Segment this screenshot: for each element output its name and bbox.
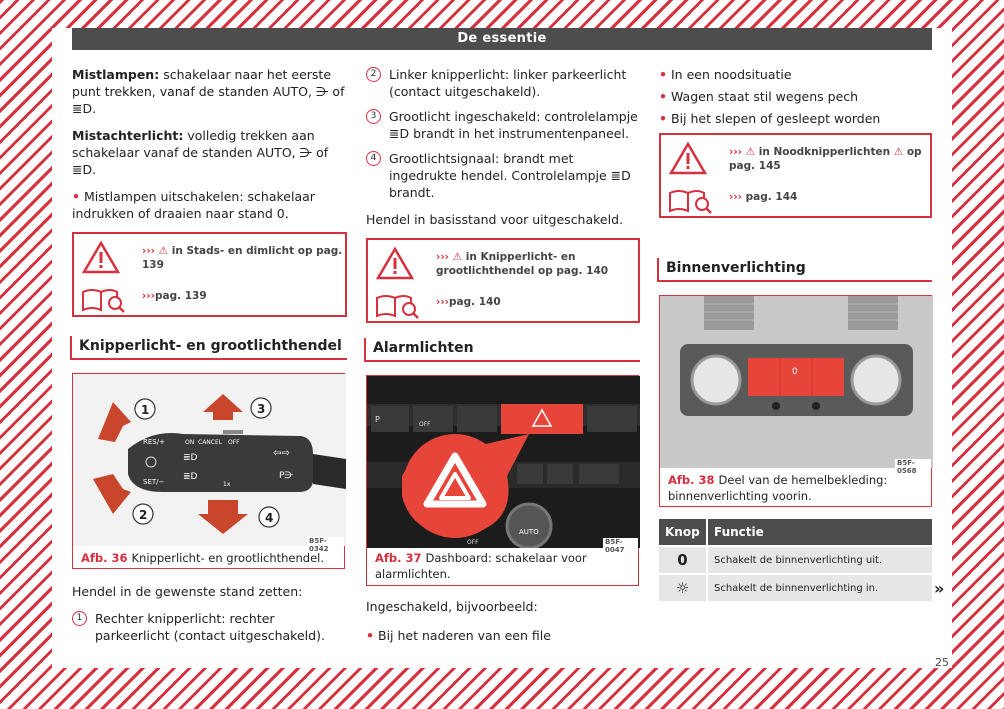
bullet-icon: • xyxy=(72,189,80,204)
mist-rear-text: volledig trekken aan schakelaar vanaf de standen AUTO, ⋺ of ≣D. xyxy=(72,128,329,177)
figure-code: B5F-0342 xyxy=(307,537,344,553)
warning-triangle-icon xyxy=(376,246,414,280)
roof-console-illustration xyxy=(660,296,933,468)
bullet-item: • Bij het slepen of gesleept worden xyxy=(659,111,881,126)
page xyxy=(52,28,952,668)
bullet-item: • Wagen staat stil wegens pech xyxy=(659,89,859,104)
warning-ref-2[interactable]: ›››pag. 139 xyxy=(142,290,207,302)
number-badge: 1 xyxy=(72,611,87,626)
column-3 xyxy=(659,66,932,218)
warning-ref-2[interactable]: ›››pag. 140 xyxy=(436,296,501,308)
mist-lamps-paragraph xyxy=(72,66,347,117)
stalk-label-on: ON xyxy=(185,439,195,446)
figure-caption: Afb. 37 Dashboard: schakelaar voor alarmlichten. xyxy=(375,551,587,581)
stalk-label-cancel: CANCEL xyxy=(198,439,223,446)
stalk-label-set: SET/− xyxy=(143,478,165,486)
table-cell-function: Schakelt de binnenverlichting uit. xyxy=(707,546,932,574)
warning-ref-1[interactable]: ››› ⚠ in Stads- en dimlicht op pag. 139 xyxy=(142,245,343,271)
dash-label-auto: AUTO xyxy=(519,528,539,536)
warning-triangle-icon xyxy=(82,240,120,274)
section-title-binnenverlichting: Binnenverlichting xyxy=(657,258,932,282)
stalk-label-res: RES/+ xyxy=(143,438,165,446)
table-cell-symbol: ☼ xyxy=(659,574,707,601)
basis-text: Hendel in basisstand voor uitgeschakeld. xyxy=(366,212,624,227)
numbered-item-1: 1 Rechter knipperlicht: rechter parkeerlicht (contact uitgeschakeld). xyxy=(72,610,347,644)
figure-36 xyxy=(72,373,345,569)
continue-mark: » xyxy=(934,579,945,598)
warning-ref-1[interactable]: ››› ⚠ in Noodknipperlichten ⚠ op pag. 145 xyxy=(729,146,922,172)
dash-label-off: OFF xyxy=(419,421,431,428)
svg-text:4: 4 xyxy=(265,511,274,525)
numbered-item-4: 4 Grootlichtsignaal: brandt met ingedrukte hendel. Controlelampje ≣D brandt. xyxy=(366,150,640,201)
figure-37 xyxy=(366,375,639,586)
mist-rear-paragraph xyxy=(72,127,347,178)
stalk-label-1x: 1x xyxy=(223,481,231,488)
table-row xyxy=(659,574,932,601)
mist-rear-title: Mistachterlicht: xyxy=(72,128,184,143)
mist-lamps-title: Mistlampen: xyxy=(72,67,160,82)
warning-box xyxy=(366,238,640,323)
column-1 xyxy=(72,66,347,317)
column-2-bottom xyxy=(366,598,640,654)
figure-caption: Afb. 38 Deel van de hemelbekleding: binnenverlichting voorin. xyxy=(668,473,888,503)
svg-text:⇦⇨: ⇦⇨ xyxy=(273,448,290,459)
table-cell-function: Schakelt de binnenverlichting in. xyxy=(707,574,932,601)
svg-text:≣D: ≣D xyxy=(183,472,198,482)
button-function-table xyxy=(659,519,932,601)
mist-off-paragraph xyxy=(72,188,347,222)
svg-text:0: 0 xyxy=(792,367,798,377)
warning-ref-2[interactable]: ››› pag. 144 xyxy=(729,191,798,203)
dashboard-illustration xyxy=(367,376,640,548)
manual-book-icon xyxy=(667,185,713,215)
stalk-illustration xyxy=(73,374,346,546)
table-header-functie: Functie xyxy=(707,519,932,546)
page-number: 25 xyxy=(935,656,949,669)
section-title-alarmlichten: Alarmlichten xyxy=(364,338,640,362)
svg-text:P⋺: P⋺ xyxy=(279,471,294,481)
intro-text: Hendel in de gewenste stand zetten: xyxy=(72,584,303,599)
figure-38 xyxy=(659,295,932,507)
manual-book-icon xyxy=(80,284,126,314)
bullet-item: • In een noodsituatie xyxy=(659,67,792,82)
svg-text:2: 2 xyxy=(139,508,148,522)
warning-triangle-icon xyxy=(669,141,707,175)
bullet-item: • Bij het naderen van een file xyxy=(366,628,551,643)
intro-text: Ingeschakeld, bijvoorbeeld: xyxy=(366,599,538,614)
figure-caption: Afb. 36 Knipperlicht- en grootlichthendel. xyxy=(81,551,325,565)
dash-label-p: P xyxy=(375,415,380,424)
mist-off-text: Mistlampen uitschakelen: schakelaar indrukken of draaien naar stand 0. xyxy=(72,189,315,221)
manual-book-icon xyxy=(374,290,420,320)
svg-text:3: 3 xyxy=(257,402,266,416)
mist-lamps-text: schakelaar naar het eerste punt trekken, vanaf de standen AUTO, ⋺ of ≣D. xyxy=(72,67,345,116)
table-header-knop: Knop xyxy=(659,519,707,546)
stalk-label-off: OFF xyxy=(228,439,240,446)
numbered-item-2: 2 Linker knipperlicht: linker parkeerlicht (contact uitgeschakeld). xyxy=(366,66,640,100)
warning-box xyxy=(659,133,932,218)
svg-text:≣D: ≣D xyxy=(183,453,198,463)
svg-text:1: 1 xyxy=(141,403,150,417)
warning-box xyxy=(72,232,347,317)
table-cell-symbol: 0 xyxy=(659,546,707,574)
chapter-header: De essentie xyxy=(72,28,932,50)
numbered-item-3: 3 Grootlicht ingeschakeld: controlelampje ≣D brandt in het instrumentenpaneel. xyxy=(366,108,640,142)
column-2 xyxy=(366,66,640,323)
table-row xyxy=(659,546,932,574)
dash-label-off-2: OFF xyxy=(467,539,479,546)
section-title-knipperlicht: Knipperlicht- en grootlichthendel xyxy=(70,336,347,360)
figure-code: B5F-0568 xyxy=(895,459,931,475)
column-1-bottom xyxy=(72,583,347,652)
figure-code: B5F-0047 xyxy=(603,538,638,554)
warning-ref-1[interactable]: ››› ⚠ in Knipperlicht- en grootlichthendel op pag. 140 xyxy=(436,251,609,277)
